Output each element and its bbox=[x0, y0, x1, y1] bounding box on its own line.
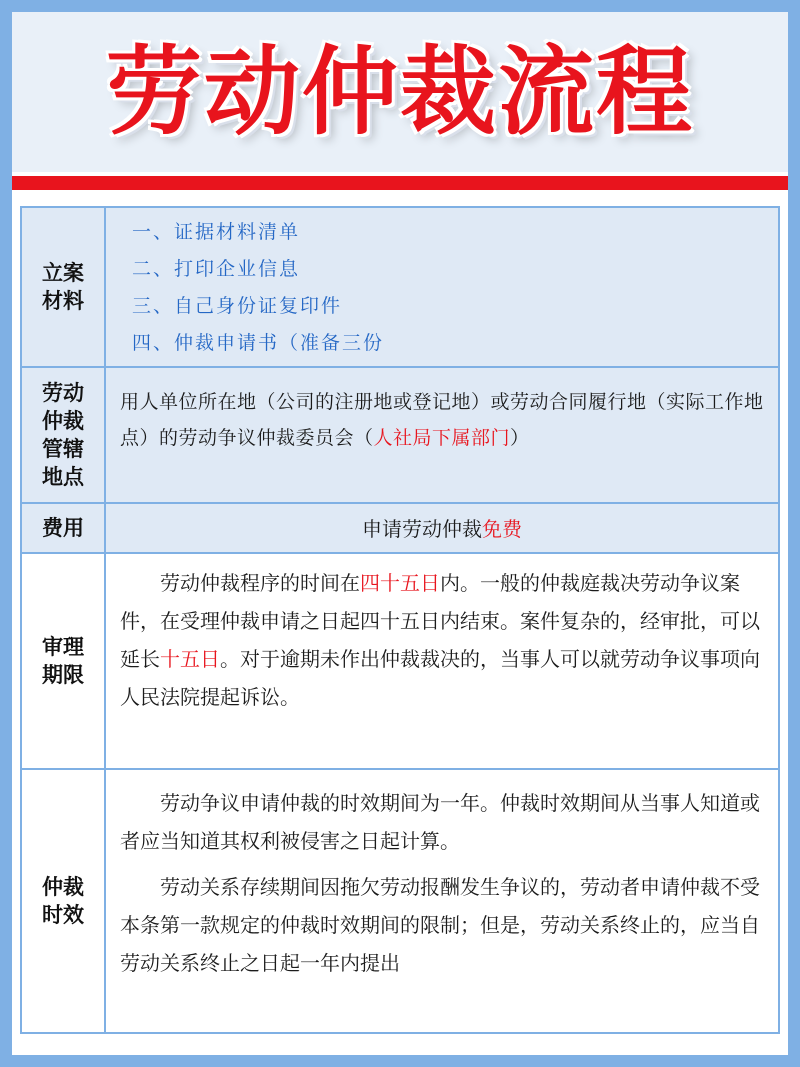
limitation-text bbox=[106, 770, 778, 1032]
document-sheet bbox=[12, 12, 788, 1055]
title-banner bbox=[12, 12, 788, 172]
list-item: 四、仲裁申请书（准备三份 bbox=[132, 332, 385, 354]
jurisdiction-text-part2: （实际工作地点）的劳动争议仲裁委员会（ bbox=[120, 391, 764, 449]
jurisdiction-text-part1: 用人单位所在地（公司的注册地或登记地）或劳动合同履行地 bbox=[120, 391, 647, 413]
period-text-part3: 。对于逾期未作出仲裁裁决的，当事人可以就劳动争议事项向人民法院提起诉讼。 bbox=[120, 647, 760, 709]
hearing-period-text bbox=[106, 554, 778, 768]
label-jurisdiction bbox=[22, 368, 106, 502]
row-limitation bbox=[22, 770, 778, 1032]
label-limitation bbox=[22, 770, 106, 1032]
label-filing-materials bbox=[22, 208, 106, 366]
title-underline-bar bbox=[12, 176, 788, 190]
list-item: 三、自己身份证复印件 bbox=[132, 295, 343, 317]
limitation-para2: 劳动关系存续期间因拖欠劳动报酬发生争议的，劳动者申请仲裁不受本条第一款规定的仲裁时效期间的限制；但是，劳动关系终止的，应当自劳动关系终止之日起一年内提出 bbox=[120, 875, 760, 975]
jurisdiction-text bbox=[106, 368, 778, 502]
filing-materials-list bbox=[106, 208, 778, 366]
list-item: 二、打印企业信息 bbox=[132, 258, 301, 280]
label-filing-line2: 材料 bbox=[42, 289, 84, 313]
label-hearing-period bbox=[22, 554, 106, 768]
row-fee bbox=[22, 504, 778, 554]
label-limitation-line1: 仲裁 bbox=[42, 875, 84, 899]
label-fee: 费用 bbox=[22, 504, 106, 552]
row-filing-materials bbox=[22, 208, 778, 368]
label-filing-line1: 立案 bbox=[42, 261, 84, 285]
jurisdiction-highlight: 人社局下属部门 bbox=[373, 427, 511, 449]
label-period-line1: 审理 bbox=[42, 635, 84, 659]
period-highlight-15: 十五日 bbox=[160, 647, 220, 671]
fee-highlight: 免费 bbox=[482, 517, 522, 541]
period-highlight-45: 四十五日 bbox=[360, 571, 440, 595]
label-limitation-line2: 时效 bbox=[42, 903, 84, 927]
period-text-part1: 劳动仲裁程序的时间在 bbox=[160, 571, 360, 595]
jurisdiction-text-part3: ） bbox=[510, 427, 530, 449]
list-item: 一、证据材料清单 bbox=[132, 221, 301, 243]
label-jurisdiction-line1: 劳动 bbox=[42, 381, 84, 405]
label-jurisdiction-line4: 地点 bbox=[42, 465, 84, 489]
fee-content bbox=[106, 504, 778, 552]
fee-text: 申请劳动仲裁 bbox=[362, 517, 482, 541]
page-title: 劳动仲裁流程 bbox=[106, 36, 694, 148]
row-jurisdiction bbox=[22, 368, 778, 504]
info-table bbox=[20, 206, 780, 1034]
label-jurisdiction-line2: 仲裁 bbox=[42, 409, 84, 433]
row-hearing-period bbox=[22, 554, 778, 770]
limitation-para1: 劳动争议申请仲裁的时效期间为一年。仲裁时效期间从当事人知道或者应当知道其权利被侵害之日起计算。 bbox=[120, 791, 760, 853]
period-text-part2: 内。一般的仲裁庭裁决劳动争议案件，在受理仲裁申请之日起四十五日内结束。案件复杂的，经审批，可以延长 bbox=[120, 571, 760, 671]
label-period-line2: 期限 bbox=[42, 663, 84, 687]
label-jurisdiction-line3: 管辖 bbox=[42, 437, 84, 461]
